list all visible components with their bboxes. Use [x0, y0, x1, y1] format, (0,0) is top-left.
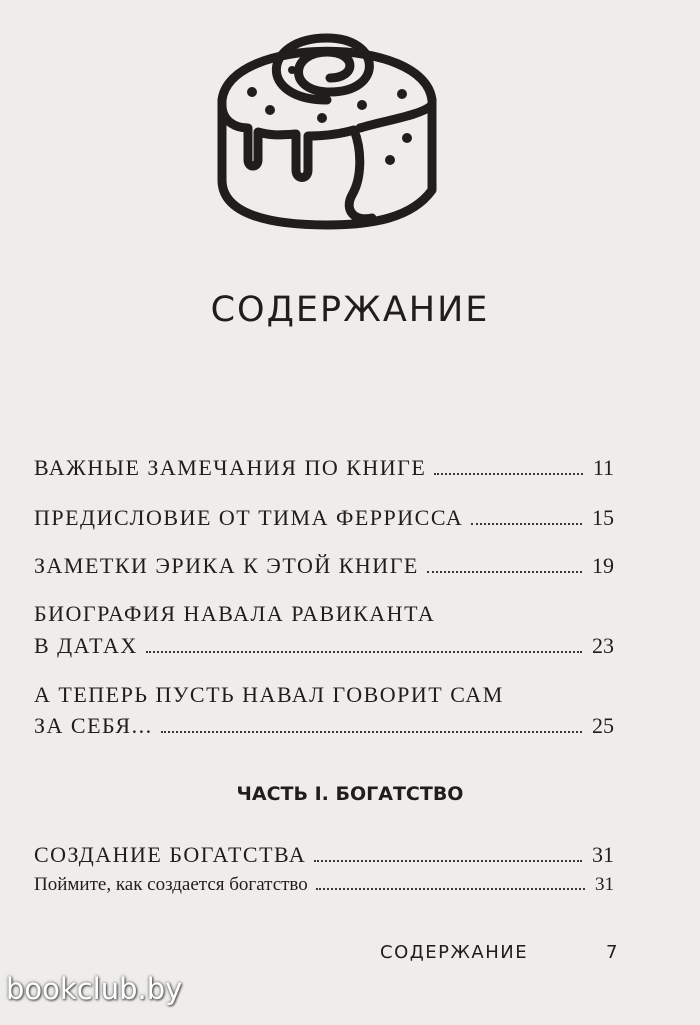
dot-leader: [146, 651, 582, 653]
cinnamon-roll-icon: [212, 10, 442, 232]
toc-subentry-title: Поймите, как создается богатство: [34, 874, 308, 895]
toc-entry[interactable]: [34, 455, 614, 481]
toc-entry-title-line2: В ДАТАХ: [34, 633, 138, 658]
dot-leader: [314, 860, 582, 862]
toc-entry-title: ВАЖНЫЕ ЗАМЕЧАНИЯ ПО КНИГЕ: [34, 455, 427, 480]
watermark: bookclub.by: [6, 972, 183, 1006]
dot-leader: [471, 523, 582, 525]
contents-heading: СОДЕРЖАНИЕ: [210, 290, 490, 330]
toc-entry[interactable]: [34, 633, 614, 659]
part-heading: ЧАСТЬ I. БОГАТСТВО: [236, 783, 464, 805]
toc-entry-title: ПРЕДИСЛОВИЕ ОТ ТИМА ФЕРРИССА: [34, 505, 464, 530]
toc-entry-page: 19: [592, 553, 614, 578]
toc-entry-page: 11: [592, 455, 614, 480]
toc-entry[interactable]: [34, 505, 614, 531]
toc-entry-title-line1[interactable]: БИОГРАФИЯ НАВАЛА РАВИКАНТА: [34, 601, 436, 626]
toc-entry-title-line1[interactable]: А ТЕПЕРЬ ПУСТЬ НАВАЛ ГОВОРИТ САМ: [34, 682, 504, 707]
toc-entry-page: 31: [592, 842, 614, 867]
toc-entry-title: СОЗДАНИЕ БОГАТСТВА: [34, 842, 307, 867]
toc-entry[interactable]: [34, 553, 614, 579]
dot-leader: [316, 888, 585, 890]
dot-leader: [427, 571, 582, 573]
page-number: 7: [606, 942, 618, 963]
toc-entry-page: 25: [592, 713, 614, 738]
toc-subentry[interactable]: [34, 874, 614, 896]
toc-entry-page: 23: [592, 633, 614, 658]
toc-entry[interactable]: [34, 842, 614, 868]
dot-leader: [434, 473, 582, 475]
toc-entry-page: 15: [592, 505, 614, 530]
toc-subentry-page: 31: [595, 874, 614, 895]
toc-entry-title: ЗАМЕТКИ ЭРИКА К ЭТОЙ КНИГЕ: [34, 553, 419, 578]
toc-entry[interactable]: [34, 713, 614, 739]
dot-leader: [161, 731, 582, 733]
toc-entry-title-line2: ЗА СЕБЯ...: [34, 713, 153, 738]
running-footer-title: СОДЕРЖАНИЕ: [380, 942, 529, 963]
